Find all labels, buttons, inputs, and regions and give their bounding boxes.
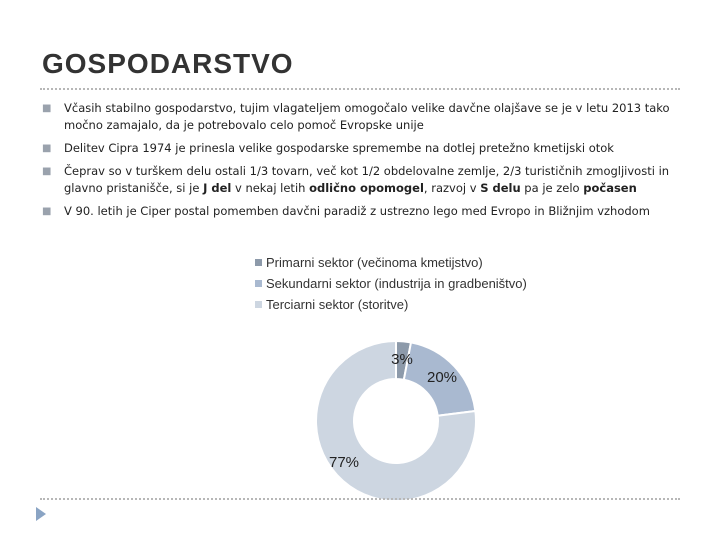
bullet-item (42, 163, 682, 197)
bullet-item (42, 100, 682, 134)
bullet-emphasis: odlično opomogel (309, 181, 424, 195)
bullet-icon: ■ (42, 206, 52, 217)
title-divider (40, 88, 680, 90)
bullet-emphasis: S delu (480, 181, 521, 195)
bullet-text: V 90. letih je Ciper postal pomemben davčni paradiž z ustrezno lego med Evropo in Bližnjim vzhodom (64, 204, 650, 218)
legend-label: Terciarni sektor (storitve) (266, 297, 409, 312)
data-label: 77% (328, 454, 360, 471)
bullet-emphasis: počasen (583, 181, 637, 195)
legend-swatch (255, 259, 262, 266)
legend-swatch (255, 280, 262, 287)
bullet-icon: ■ (42, 143, 52, 154)
bullet-text: pa je zelo (520, 181, 584, 195)
bullet-icon: ■ (42, 166, 52, 177)
legend-swatch (255, 301, 262, 308)
bullet-icon: ■ (42, 103, 52, 114)
donut-chart (300, 330, 500, 500)
bullet-text: v nekaj letih (231, 181, 310, 195)
bullet-item (42, 203, 682, 220)
legend-item-secondary (255, 273, 527, 294)
bullet-text: , razvoj v (423, 181, 481, 195)
data-label: 20% (426, 369, 458, 386)
data-label: 3% (391, 351, 413, 368)
slide-corner-triangle-icon (36, 507, 46, 521)
legend-label: Primarni sektor (večinoma kmetijstvo) (266, 255, 483, 270)
bullet-item (42, 140, 682, 157)
bullet-list (42, 100, 682, 226)
bullet-emphasis: J del (203, 181, 232, 195)
bullet-text: Čeprav so v turškem delu ostali 1/3 tovarn, več kot 1/2 obdelovalne zemlje, 2/3 turističnih zmogljivosti in glavno pristanišče, si je (64, 164, 670, 195)
slide-title: GOSPODARSTVO (42, 48, 294, 79)
bullet-text: Delitev Cipra 1974 je prinesla velike gospodarske spremembe na dotlej pretežno kmetijski otok (64, 141, 614, 155)
bullet-text: Včasih stabilno gospodarstvo, tujim vlagateljem omogočalo velike davčne olajšave se je v letu 2013 tako močno zamajalo, da je potrebovalo celo pomoč Evropske unije (64, 101, 670, 132)
legend-item-tertiary (255, 294, 527, 315)
chart-legend (255, 252, 527, 315)
footer-divider (40, 498, 680, 500)
legend-label: Sekundarni sektor (industrija in gradbeništvo) (266, 276, 527, 291)
legend-item-primary (255, 252, 527, 273)
